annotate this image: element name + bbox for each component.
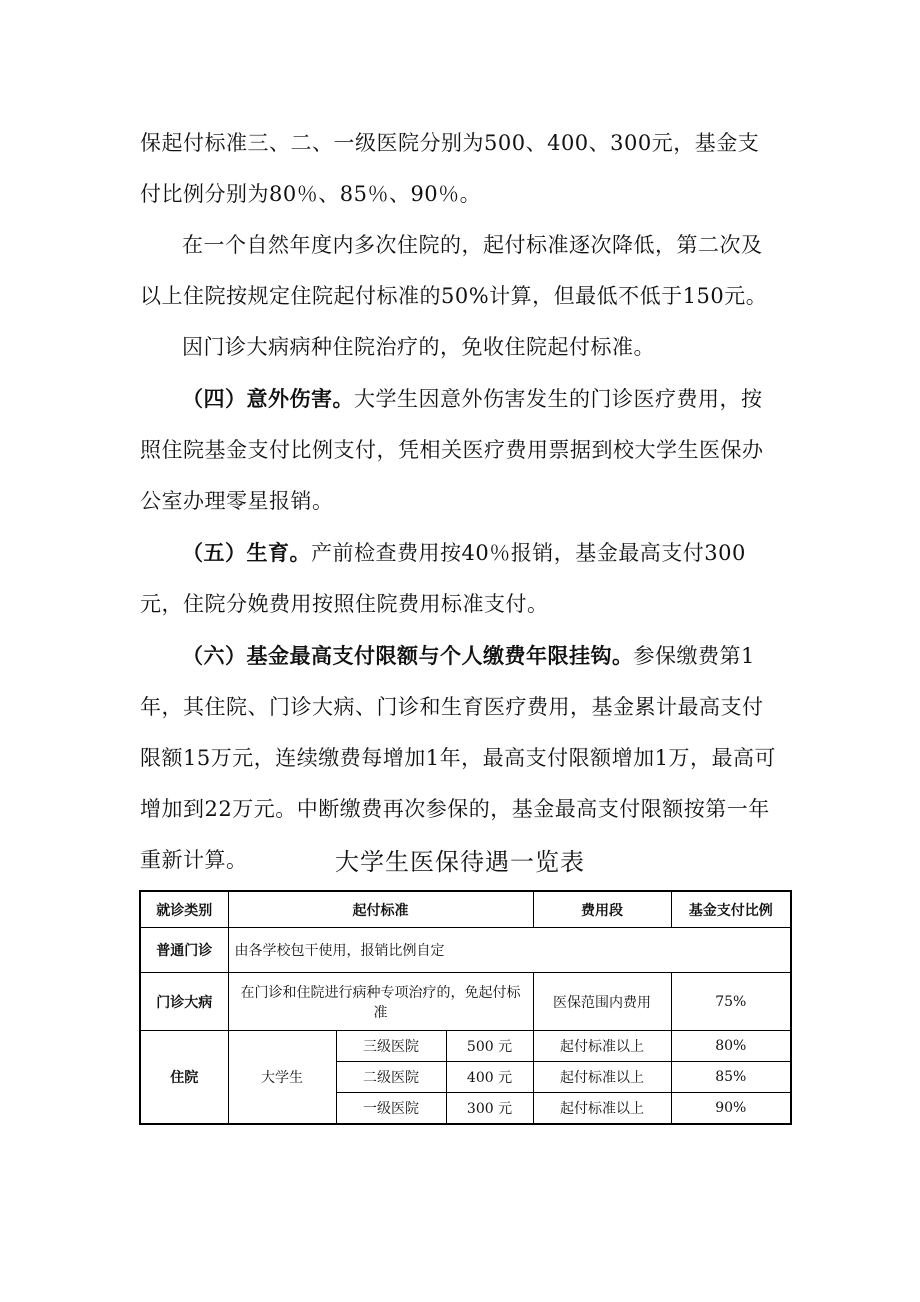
paragraph-1: 保起付标准三、二、一级医院分别为500、400、300元，基金支付比例分别为80％、85％、90％。 [140,131,760,206]
cell-segment: 起付标准以上 [533,1031,671,1062]
header-cost-segment: 费用段 [533,891,671,928]
cell-major-ratio: 75% [671,973,791,1031]
cell-category-general: 普通门诊 [140,928,228,973]
cell-category-inpatient: 住院 [140,1031,228,1125]
section-heading-limit: （六）基金最高支付限额与个人缴费年限挂钩。 [182,643,634,668]
section-heading-maternity: （五）生育。 [182,540,311,565]
table-row-inpatient-1 [140,1031,791,1062]
cell-amount: 500 元 [446,1031,533,1062]
paragraph-5-text: 产前检查费用按40％报销，基金最高支付300元，住院分娩费用按照住院费用标准支付。 [140,541,746,616]
paragraph-6-text: 参保缴费第1年，其住院、门诊大病、门诊和生育医疗费用，基金累计最高支付限额15万元，连续缴费每增加1年，最高支付限额增加1万，最高可增加到22万元。中断缴费再次参保的，基金最高支付限额按第一年重新计算。 [140,644,776,872]
header-ratio: 基金支付比例 [671,891,791,928]
cell-general-desc: 由各学校包干使用，报销比例自定 [228,928,791,973]
paragraph-5 [140,527,780,630]
cell-level: 一级医院 [336,1093,446,1125]
paragraph-4-text: 大学生因意外伤害发生的门诊医疗费用，按照住院基金支付比例支付，凭相关医疗费用票据到校大学生医保办公室办理零星报销。 [140,387,764,513]
cell-ratio: 85% [671,1062,791,1093]
cell-amount: 300 元 [446,1093,533,1125]
cell-major-segment: 医保范围内费用 [533,973,671,1031]
cell-segment: 起付标准以上 [533,1093,671,1125]
cell-level: 三级医院 [336,1031,446,1062]
header-category: 就诊类别 [140,891,228,928]
table-row-general-outpatient [140,928,791,973]
paragraph-4 [140,373,780,527]
body-text [140,118,780,886]
cell-level: 二级医院 [336,1062,446,1093]
cell-ratio: 90% [671,1093,791,1125]
table-title: 大学生医保待遇一览表 [335,848,585,876]
cell-inpatient-group: 大学生 [228,1031,336,1125]
table-row-major-outpatient [140,973,791,1031]
section-heading-accident: （四）意外伤害。 [182,386,354,411]
table-header-row [140,891,791,928]
cell-major-desc: 在门诊和住院进行病种专项治疗的，免起付标准 [228,973,533,1031]
paragraph-3: 因门诊大病病种住院治疗的，免收住院起付标准。 [182,335,655,359]
benefits-table [139,890,792,1125]
cell-segment: 起付标准以上 [533,1062,671,1093]
paragraph-2: 在一个自然年度内多次住院的，起付标准逐次降低，第二次及以上住院按规定住院起付标准的50%计算，但最低不低于150元。 [140,233,768,308]
cell-category-major: 门诊大病 [140,973,228,1031]
cell-ratio: 80% [671,1031,791,1062]
header-threshold: 起付标准 [228,891,533,928]
cell-amount: 400 元 [446,1062,533,1093]
